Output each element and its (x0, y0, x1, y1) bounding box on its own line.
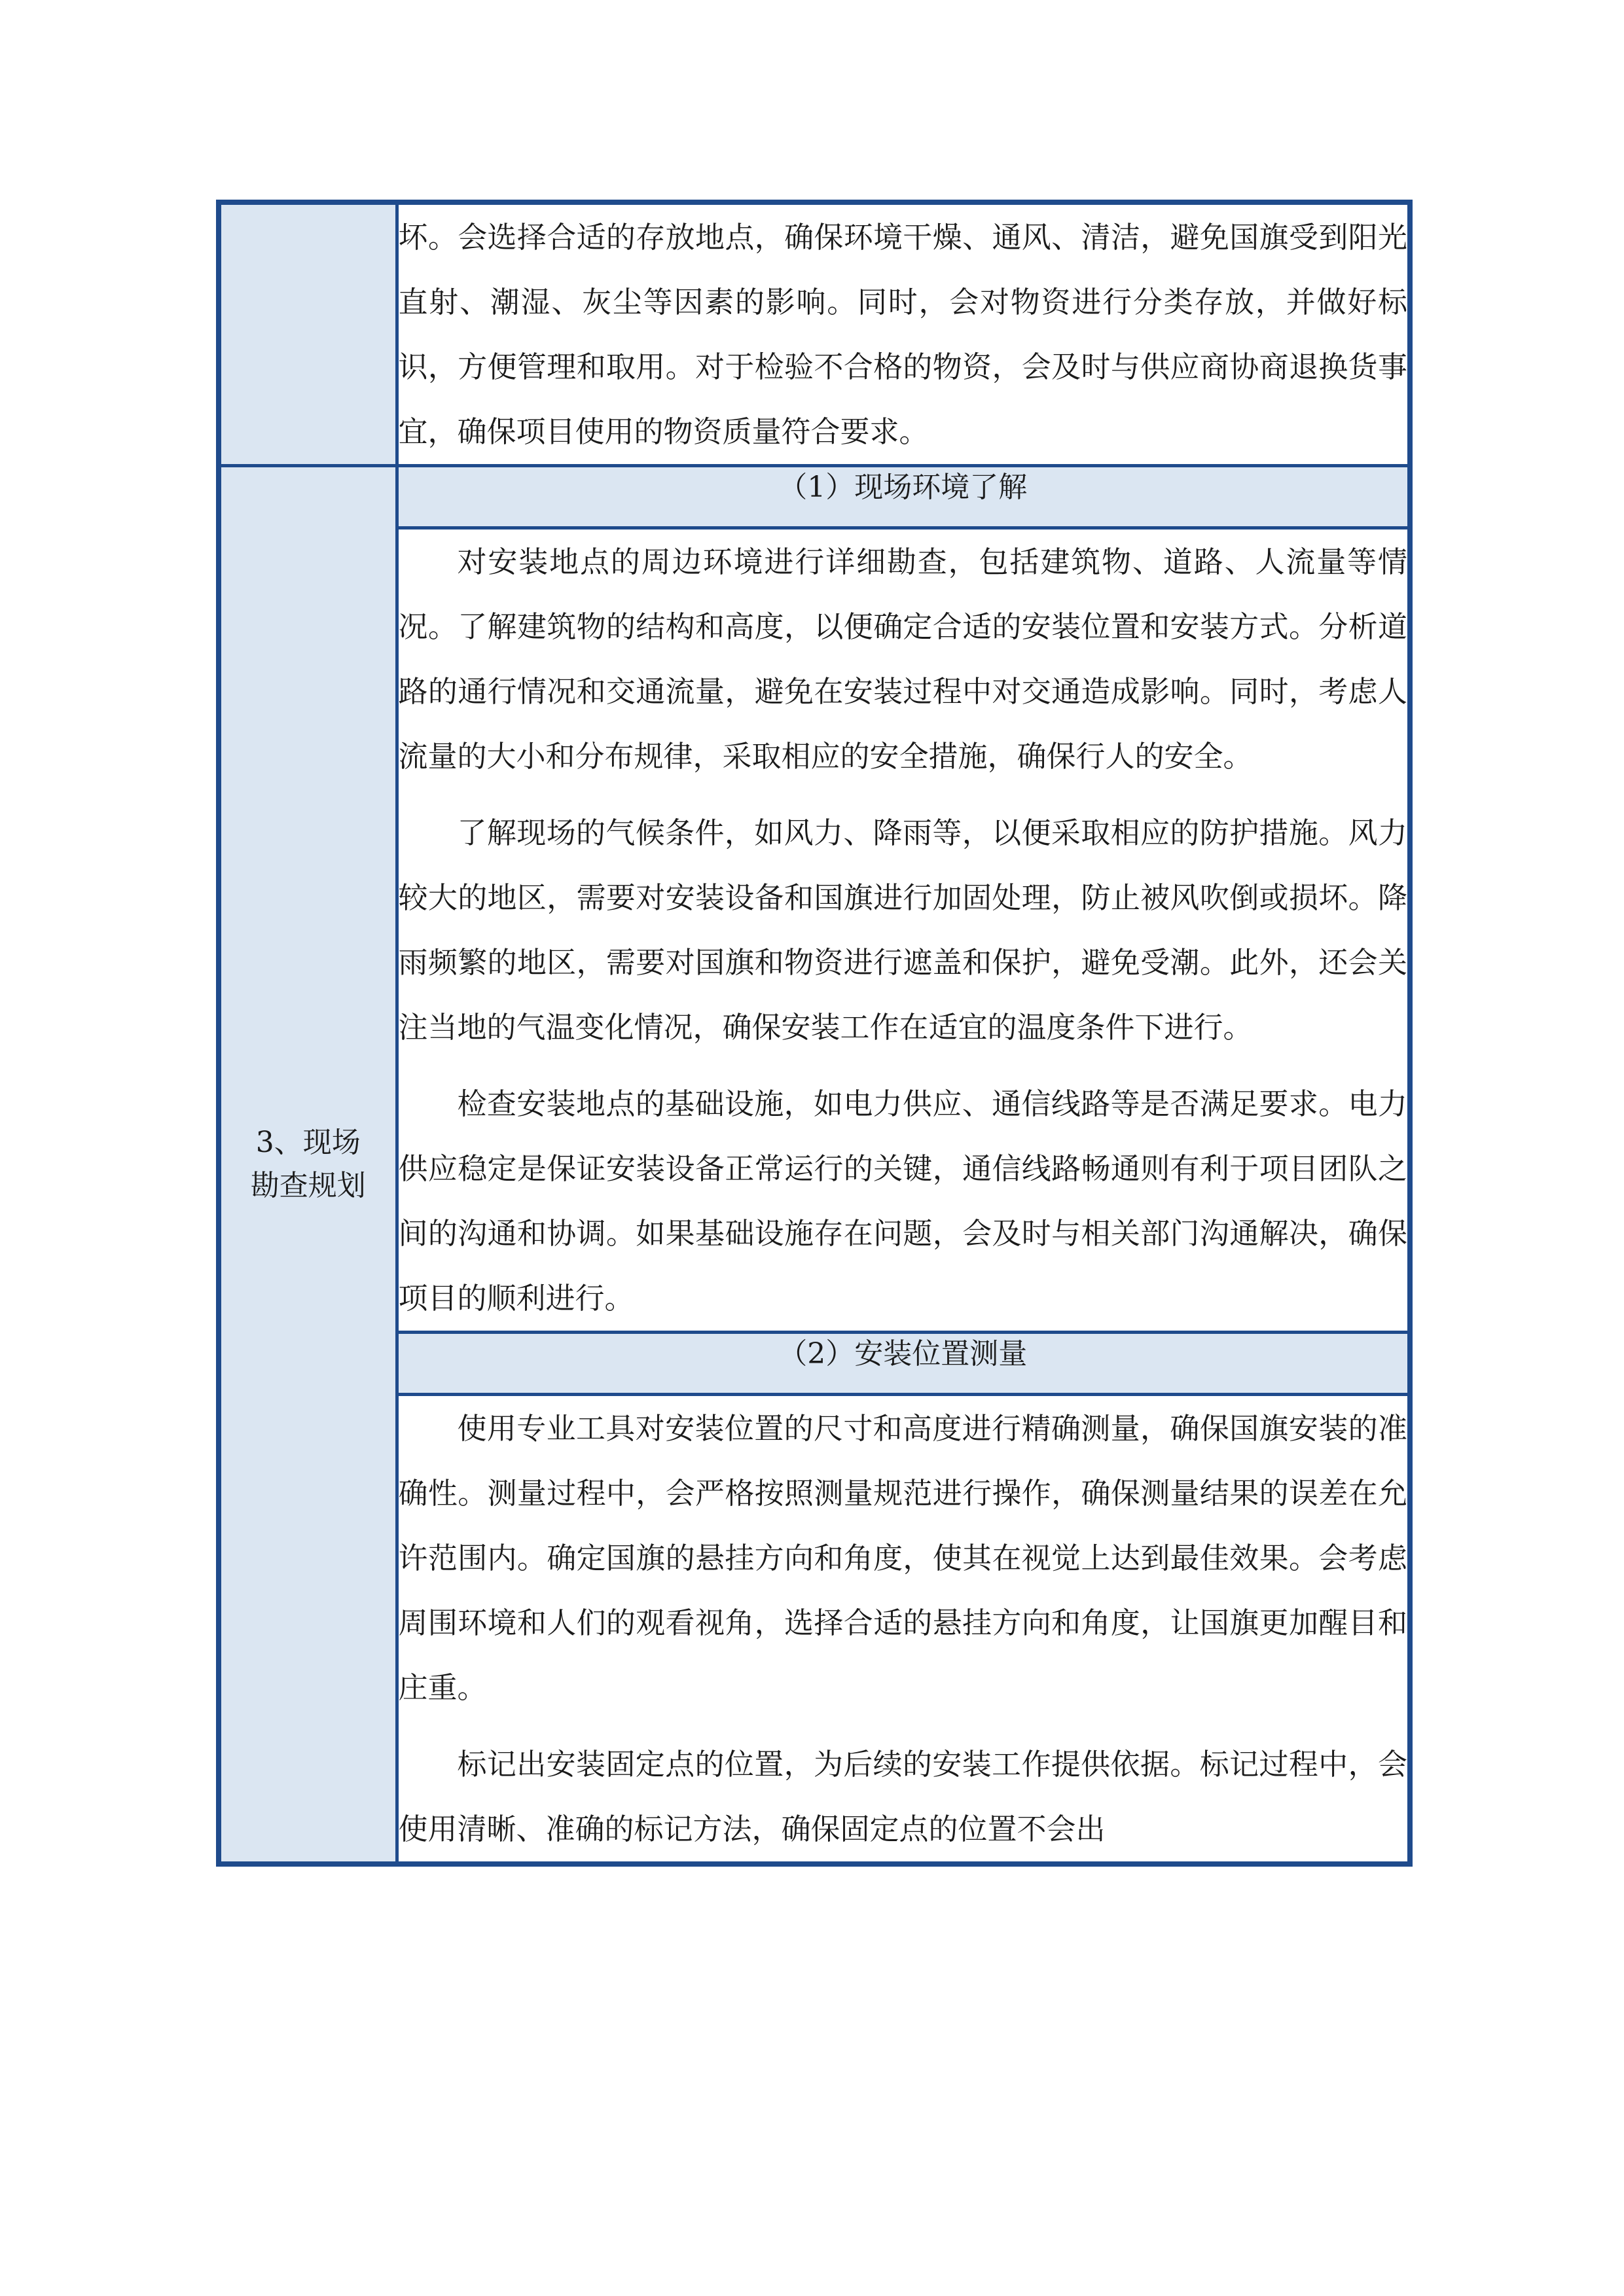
paragraph: 标记出安装固定点的位置，为后续的安装工作提供依据。标记过程中，会使用清晰、准确的标记方法，确保固定点的位置不会出 (398, 1747, 1407, 1846)
paragraph: 检查安装地点的基础设施，如电力供应、通信线路等是否满足要求。电力供应稳定是保证安装设备正常运行的关键，通信线路畅通则有利于项目团队之间的沟通和协调。如果基础设施存在问题，会及时与相关部门沟通解决，确保项目的顺利进行。 (398, 1086, 1407, 1316)
table-row (219, 202, 1410, 466)
row-body-cell (397, 202, 1410, 466)
table-row (219, 466, 1410, 528)
paragraph: 坏。会选择合适的存放地点，确保环境干燥、通风、清洁，避免国旗受到阳光直射、潮湿、灰尘等因素的影响。同时，会对物资进行分类存放，并做好标识，方便管理和取用。对于检验不合格的物资，会及时与供应商协商退换货事宜，确保项目使用的物资质量符合要求。 (398, 220, 1407, 449)
subsection-body (397, 1395, 1410, 1865)
paragraph: 了解现场的气候条件，如风力、降雨等，以便采取相应的防护措施。风力较大的地区，需要对安装设备和国旗进行加固处理，防止被风吹倒或损坏。降雨频繁的地区，需要对国旗和物资进行遮盖和保护，避免受潮。此外，还会关注当地的气温变化情况，确保安装工作在适宜的温度条件下进行。 (398, 816, 1407, 1045)
content-table (216, 200, 1413, 1867)
paragraph: 对安装地点的周边环境进行详细勘查，包括建筑物、道路、人流量等情况。了解建筑物的结构和高度，以便确定合适的安装位置和安装方式。分析道路的通行情况和交通流量，避免在安装过程中对交通造成影响。同时，考虑人流量的大小和分布规律，采取相应的安全措施，确保行人的安全。 (398, 545, 1407, 774)
row-label-cell (219, 202, 397, 466)
subsection-title: （2）安装位置测量 (397, 1333, 1410, 1395)
section-label: 3、现场勘查规划 (219, 466, 397, 1865)
subsection-body (397, 528, 1410, 1333)
subsection-title: （1）现场环境了解 (397, 466, 1410, 528)
table-row (219, 528, 1410, 1333)
table-row (219, 1333, 1410, 1395)
table-row (219, 1395, 1410, 1865)
paragraph: 使用专业工具对安装位置的尺寸和高度进行精确测量，确保国旗安装的准确性。测量过程中，会严格按照测量规范进行操作，确保测量结果的误差在允许范围内。确定国旗的悬挂方向和角度，使其在视觉上达到最佳效果。会考虑周围环境和人们的观看视角，选择合适的悬挂方向和角度，让国旗更加醒目和庄重。 (398, 1411, 1407, 1705)
